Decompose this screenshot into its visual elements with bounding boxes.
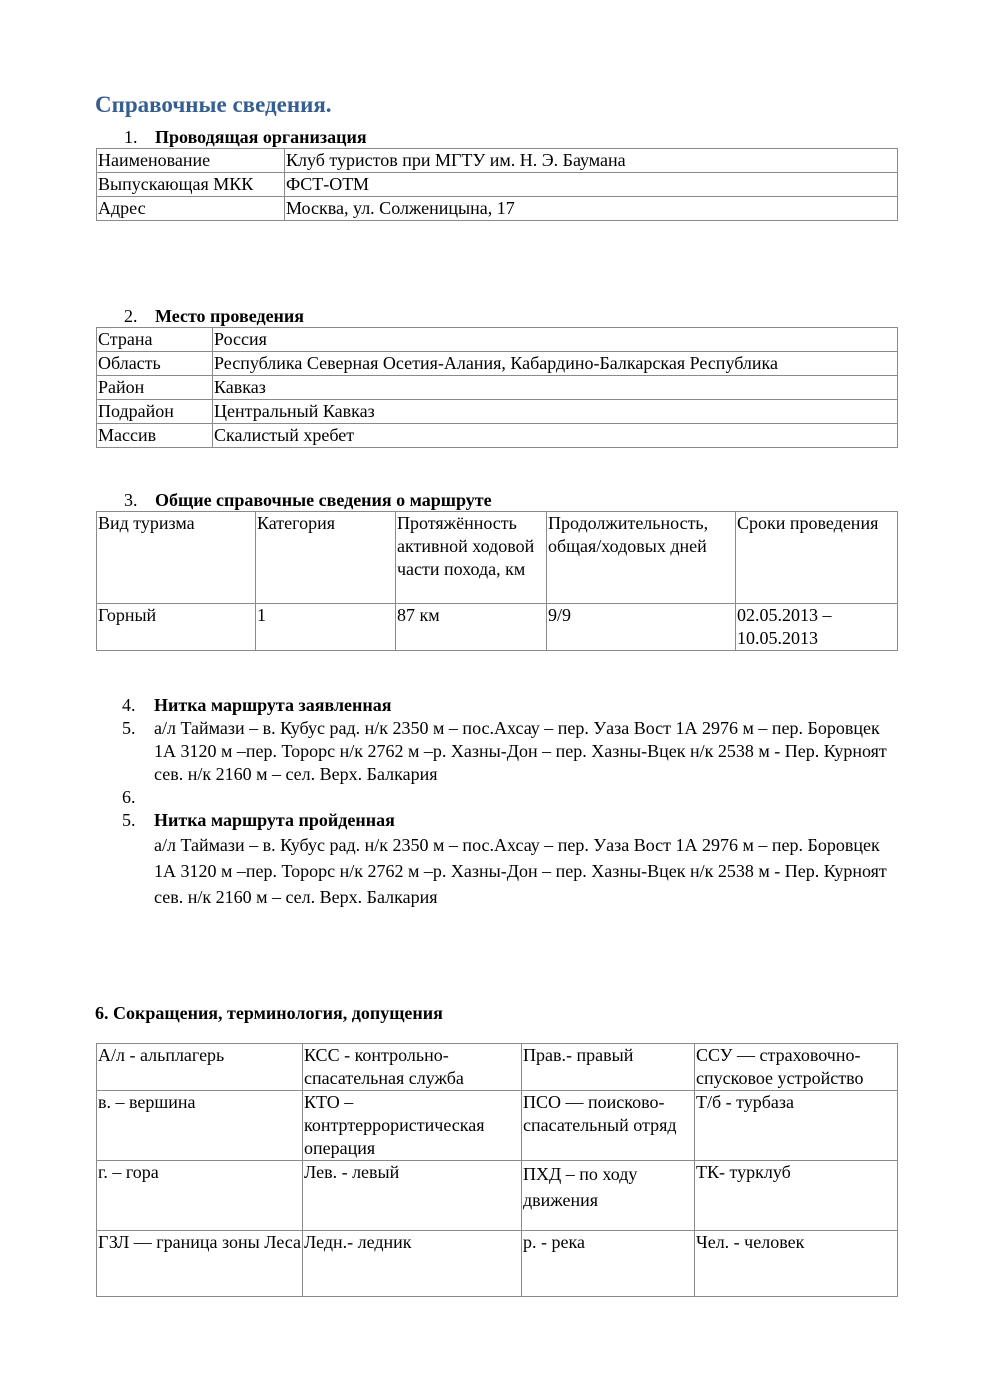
table-cell: 9/9 xyxy=(547,604,736,651)
table-cell: Т/б - турбаза xyxy=(695,1091,898,1161)
declared-route-text: а/л Таймази – в. Кубус рад. н/к 2350 м – пос.Ахсау – пер. Уаза Вост 1А 2976 м – пер. Боровцек 1А 3120 м –пер. Торорс н/к 2762 м –р. Хазны-Дон – пер. Хазны-Вцек н/к 2538 м - Пер. Курноят сев. н/к 2160 м – сел. Верх. Балкария xyxy=(154,718,887,784)
table-cell: Кавказ xyxy=(213,376,898,400)
table-cell: Чел. - человек xyxy=(695,1231,898,1297)
section-6-heading: 6. Сокращения, терминология, допущения xyxy=(95,1003,443,1023)
page-title: Справочные сведения. xyxy=(95,92,332,117)
table-header-cell: Категория xyxy=(256,512,396,604)
table-cell: Область xyxy=(97,352,213,376)
table-cell: ФСТ-ОТМ xyxy=(285,173,898,197)
table-cell: Выпускающая МКК xyxy=(97,173,285,197)
table-cell: Страна xyxy=(97,328,213,352)
list-item xyxy=(122,786,890,809)
table-row xyxy=(97,1231,898,1297)
table-row xyxy=(97,1161,898,1231)
table-cell: ПСО — поисково-спасательный отряд xyxy=(522,1091,695,1161)
table-cell: в. – вершина xyxy=(97,1091,303,1161)
table-cell: 1 xyxy=(256,604,396,651)
table-header-cell: Сроки проведения xyxy=(736,512,898,604)
table-cell: Адрес xyxy=(97,197,285,221)
list-item xyxy=(122,694,890,717)
route-list xyxy=(122,694,890,910)
table-cell: ПХД – по ходу движения xyxy=(522,1161,695,1231)
section-2-heading xyxy=(124,306,304,327)
organization-table xyxy=(96,148,898,221)
table-cell: Москва, ул. Солженицына, 17 xyxy=(285,197,898,221)
table-cell: 02.05.2013 – 10.05.2013 xyxy=(736,604,898,651)
list-number: 6. xyxy=(122,787,136,807)
table-cell: Прав.- правый xyxy=(522,1044,695,1091)
table-header-cell: Продолжительность, общая/ходовых дней xyxy=(547,512,736,604)
table-cell: Клуб туристов при МГТУ им. Н. Э. Баумана xyxy=(285,149,898,173)
table-row xyxy=(97,328,898,352)
list-item xyxy=(122,717,890,786)
list-number: 5. xyxy=(122,810,136,830)
table-cell: Массив xyxy=(97,424,213,448)
table-cell: Россия xyxy=(213,328,898,352)
declared-route-heading: Нитка маршрута заявленная xyxy=(154,695,392,715)
table-cell: А/л - альплагерь xyxy=(97,1044,303,1091)
table-cell: р. - река xyxy=(522,1231,695,1297)
section-1-number: 1. xyxy=(124,127,138,147)
table-row xyxy=(97,197,898,221)
table-cell: ТК- турклуб xyxy=(695,1161,898,1231)
table-header-cell: Вид туризма xyxy=(97,512,256,604)
table-row xyxy=(97,173,898,197)
table-row xyxy=(97,1091,898,1161)
table-cell: г. – гора xyxy=(97,1161,303,1231)
location-table xyxy=(96,327,898,448)
table-cell: 87 км xyxy=(396,604,547,651)
list-number: 5. xyxy=(122,718,136,738)
table-cell: Центральный Кавказ xyxy=(213,400,898,424)
passed-route-text: а/л Таймази – в. Кубус рад. н/к 2350 м – пос.Ахсау – пер. Уаза Вост 1А 2976 м – пер. Боровцек 1А 3120 м –пер. Торорс н/к 2762 м –р. Хазны-Дон – пер. Хазны-Вцек н/к 2538 м - Пер. Курноят сев. н/к 2160 м – сел. Верх. Балкария xyxy=(154,835,887,907)
table-row xyxy=(97,400,898,424)
table-cell: Ледн.- ледник xyxy=(303,1231,522,1297)
table-row xyxy=(97,1044,898,1091)
table-cell: Республика Северная Осетия-Алания, Кабардино-Балкарская Республика xyxy=(213,352,898,376)
table-cell: КТО – контртеррористическая операция xyxy=(303,1091,522,1161)
list-item xyxy=(122,809,890,832)
table-cell: Лев. - левый xyxy=(303,1161,522,1231)
section-1-title: Проводящая организация xyxy=(155,127,367,147)
route-info-table xyxy=(96,511,898,651)
list-item xyxy=(122,832,890,910)
table-cell: ССУ — страховочно-спусковое устройство xyxy=(695,1044,898,1091)
section-2-number: 2. xyxy=(124,306,138,326)
table-header-row xyxy=(97,512,898,604)
table-cell: Скалистый хребет xyxy=(213,424,898,448)
section-2-title: Место проведения xyxy=(155,306,305,326)
section-1-heading xyxy=(124,127,367,148)
table-cell: Наименование xyxy=(97,149,285,173)
table-cell: Подрайон xyxy=(97,400,213,424)
table-header-cell: Протяжённость активной ходовой части похода, км xyxy=(396,512,547,604)
table-cell: ГЗЛ — граница зоны Леса xyxy=(97,1231,303,1297)
section-3-title: Общие справочные сведения о маршруте xyxy=(155,490,492,510)
table-row xyxy=(97,604,898,651)
list-number: 4. xyxy=(122,695,136,715)
passed-route-heading: Нитка маршрута пройденная xyxy=(154,810,395,830)
table-row xyxy=(97,149,898,173)
section-3-number: 3. xyxy=(124,490,138,510)
table-cell: КСС - контрольно-спасательная служба xyxy=(303,1044,522,1091)
abbreviations-table xyxy=(96,1043,898,1297)
table-row xyxy=(97,424,898,448)
table-row xyxy=(97,376,898,400)
table-row xyxy=(97,352,898,376)
table-cell: Район xyxy=(97,376,213,400)
section-3-heading xyxy=(124,490,492,511)
table-cell: Горный xyxy=(97,604,256,651)
